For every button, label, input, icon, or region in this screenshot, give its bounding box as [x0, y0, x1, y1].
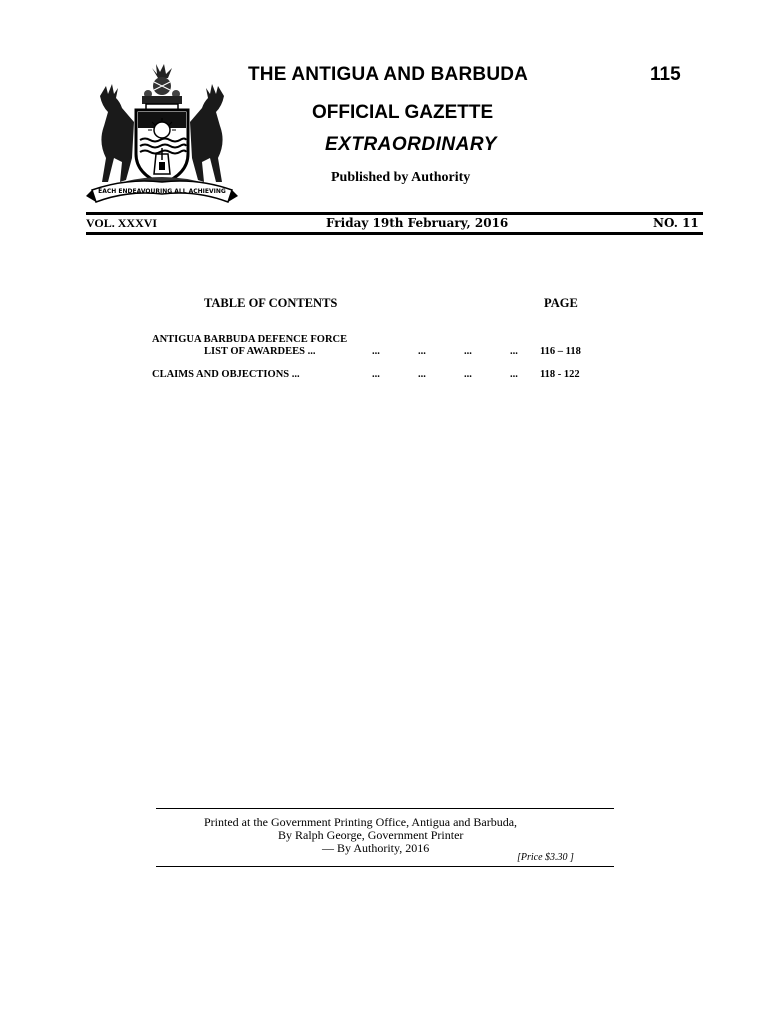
- issue-bar-top-rule: [86, 212, 703, 215]
- government-printer-line: By Ralph George, Government Printer: [278, 828, 464, 842]
- shield-icon: [136, 110, 188, 184]
- pineapple-icon: [152, 64, 172, 95]
- leader-dots: ...: [372, 346, 380, 357]
- gazette-title: THE ANTIGUA AND BARBUDA: [248, 64, 529, 85]
- deer-supporter-left-icon: [100, 84, 134, 182]
- issue-date: Friday 19th February, 2016: [326, 216, 509, 230]
- page-number: 115: [650, 64, 681, 85]
- leader-dots: ...: [464, 346, 472, 357]
- authority-year-line: — By Authority, 2016: [322, 841, 430, 855]
- toc-entry-awardees-title: LIST OF AWARDEES ...: [204, 346, 316, 357]
- toc-heading: TABLE OF CONTENTS: [204, 296, 338, 310]
- toc-entry-2-pages: 118 - 122: [540, 369, 580, 380]
- footer-bottom-rule: [156, 866, 614, 867]
- printer-line: Printed at the Government Printing Office, Antigua and Barbuda,: [204, 815, 518, 829]
- toc-page-heading: PAGE: [544, 296, 578, 310]
- leader-dots: ...: [464, 369, 472, 380]
- leader-dots: ...: [418, 346, 426, 357]
- leader-dots: ...: [372, 369, 380, 380]
- toc-entry-1-pages: 116 – 118: [540, 346, 581, 357]
- price-label: [Price $3.30 ]: [517, 852, 574, 863]
- issue-number: NO. 11: [653, 216, 699, 230]
- coat-of-arms-emblem: [86, 62, 238, 210]
- volume-label: VOL. XXXVI: [86, 216, 158, 230]
- deer-supporter-right-icon: [190, 84, 224, 182]
- footer-top-rule: [156, 808, 614, 809]
- gazette-subtitle: OFFICIAL GAZETTE: [312, 102, 494, 123]
- issue-bar-bottom-rule: [86, 232, 703, 235]
- published-by-line: Published by Authority: [331, 170, 471, 185]
- leader-dots: ...: [510, 369, 518, 380]
- edition-label: EXTRAORDINARY: [325, 134, 497, 155]
- leader-dots: ...: [510, 346, 518, 357]
- toc-entry-claims-title: CLAIMS AND OBJECTIONS ...: [152, 369, 300, 380]
- toc-entry-defence-force-title: ANTIGUA BARBUDA DEFENCE FORCE: [152, 334, 348, 345]
- motto-text: EACH ENDEAVOURING ALL ACHIEVING: [98, 188, 226, 195]
- leader-dots: ...: [418, 369, 426, 380]
- motto-scroll: [86, 181, 238, 202]
